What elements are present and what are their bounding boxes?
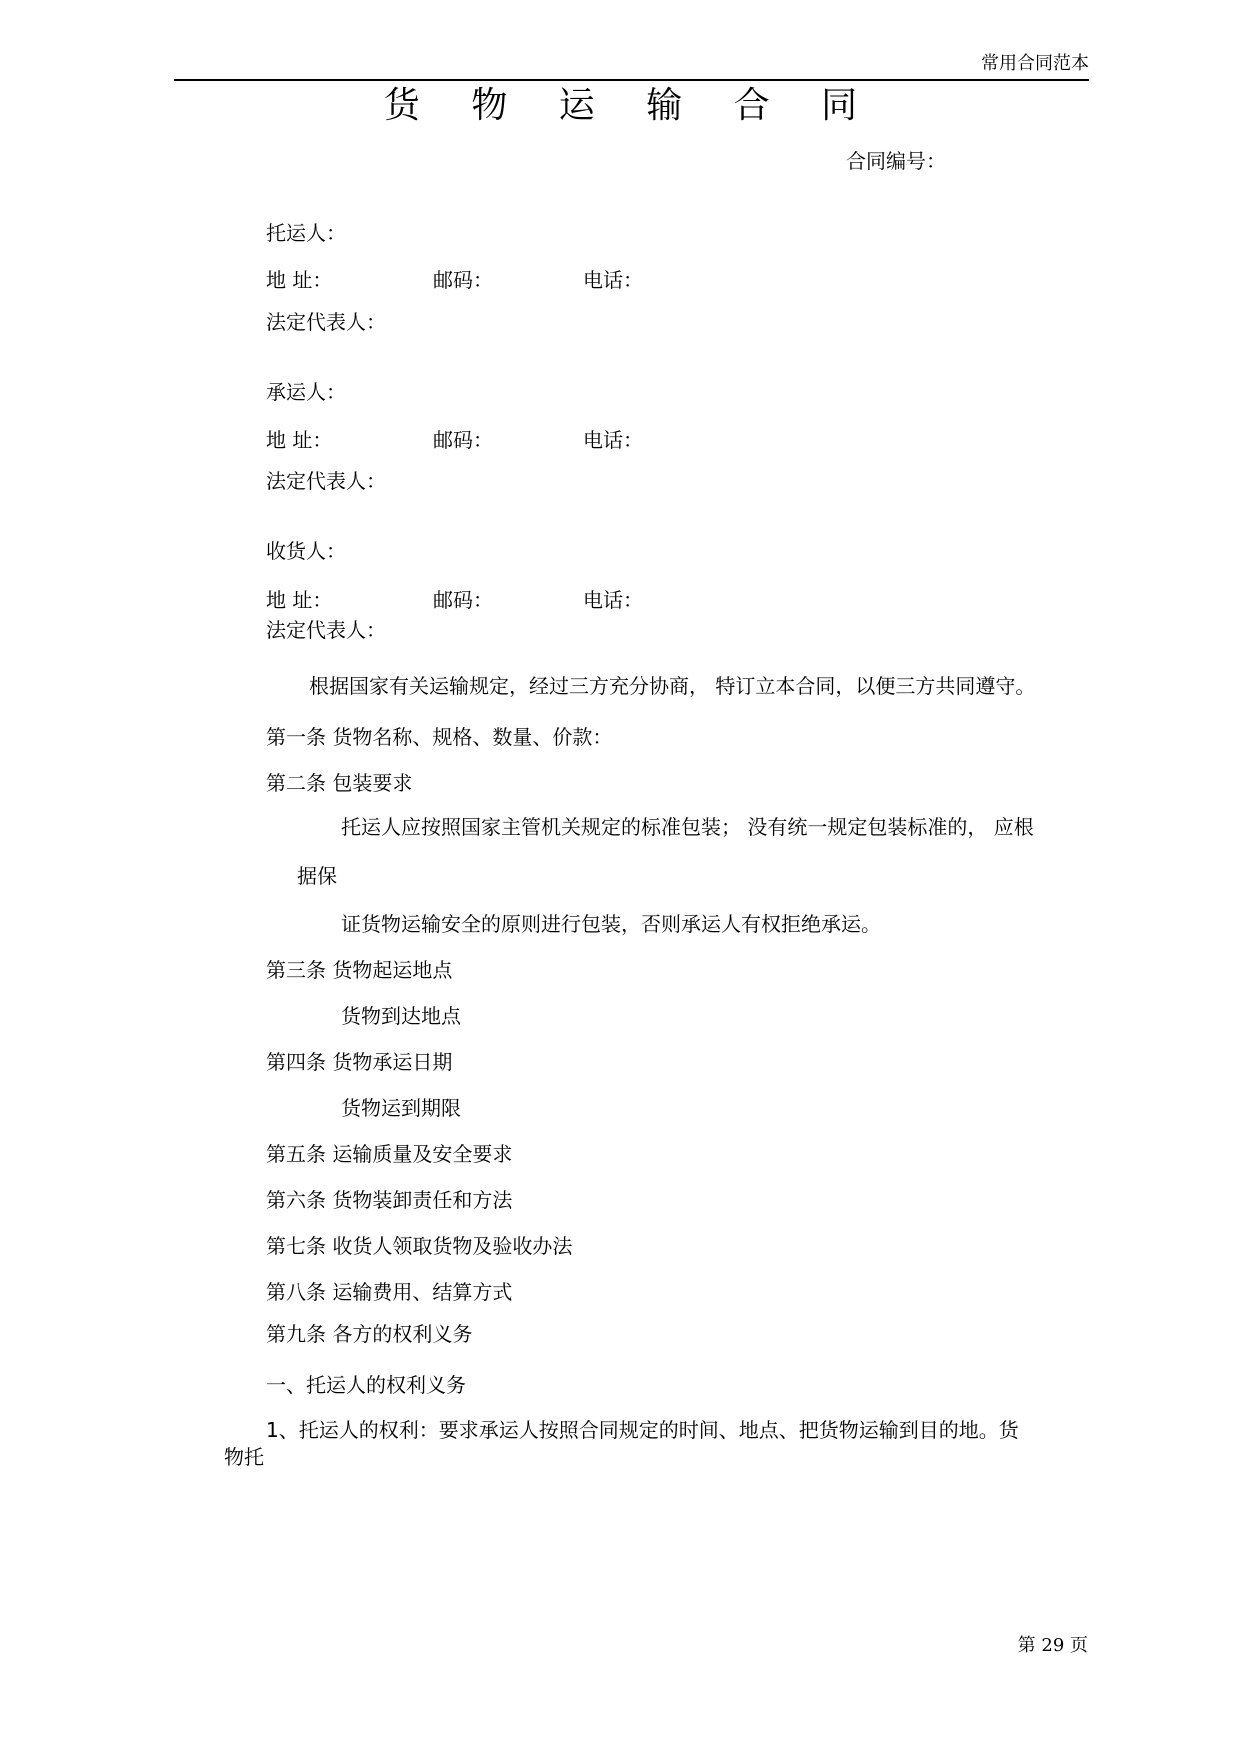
header-rule [174, 79, 1089, 81]
article-4-sub: 货物运到期限 [341, 1096, 461, 1120]
article-2: 第二条 包装要求 [266, 771, 413, 795]
section-1-para-line1: 1、托运人的权利：要求承运人按照合同规定的时间、地点、把货物运输到目的地。货 [266, 1418, 1019, 1442]
article-2-text-line1: 托运人应按照国家主管机关规定的标准包装； 没有统一规定包装标准的， 应根 [341, 815, 1034, 839]
carrier-rep-label: 法定代表人： [266, 469, 386, 493]
shipper-postcode-label: 邮码： [433, 268, 493, 292]
article-8: 第八条 运输费用、结算方式 [266, 1280, 513, 1304]
consignee-label: 收货人： [266, 539, 346, 563]
section-1-heading: 一、托运人的权利义务 [266, 1373, 466, 1397]
contract-number-label: 合同编号： [846, 149, 946, 173]
intro-paragraph: 根据国家有关运输规定，经过三方充分协商， 特订立本合同，以便三方共同遵守。 [309, 674, 1036, 698]
consignee-address-label: 地 址： [266, 588, 333, 612]
consignee-phone-label: 电话： [583, 588, 643, 612]
carrier-address-label: 地 址： [266, 428, 333, 452]
carrier-postcode-label: 邮码： [433, 428, 493, 452]
article-1: 第一条 货物名称、规格、数量、价款： [266, 725, 613, 749]
shipper-address-label: 地 址： [266, 268, 333, 292]
article-2-text-line2: 据保 [297, 864, 337, 888]
article-7: 第七条 收货人领取货物及验收办法 [266, 1234, 573, 1258]
carrier-label: 承运人： [266, 380, 346, 404]
article-6: 第六条 货物装卸责任和方法 [266, 1188, 513, 1212]
article-4: 第四条 货物承运日期 [266, 1050, 453, 1074]
section-1-para-line2: 物托 [224, 1445, 264, 1469]
carrier-phone-label: 电话： [583, 428, 643, 452]
article-9: 第九条 各方的权利义务 [266, 1322, 473, 1346]
article-2-text-line3: 证货物运输安全的原则进行包装，否则承运人有权拒绝承运。 [341, 912, 881, 936]
document-title: 货 物 运 输 合 同 [383, 85, 878, 126]
running-header: 常用合同范本 [981, 53, 1089, 74]
article-3: 第三条 货物起运地点 [266, 958, 453, 982]
shipper-label: 托运人： [266, 221, 346, 245]
article-5: 第五条 运输质量及安全要求 [266, 1142, 513, 1166]
page-number: 第 29 页 [1017, 1635, 1088, 1656]
consignee-postcode-label: 邮码： [433, 588, 493, 612]
article-3-sub: 货物到达地点 [341, 1004, 461, 1028]
shipper-rep-label: 法定代表人： [266, 310, 386, 334]
consignee-rep-label: 法定代表人： [266, 618, 386, 642]
shipper-phone-label: 电话： [583, 268, 643, 292]
